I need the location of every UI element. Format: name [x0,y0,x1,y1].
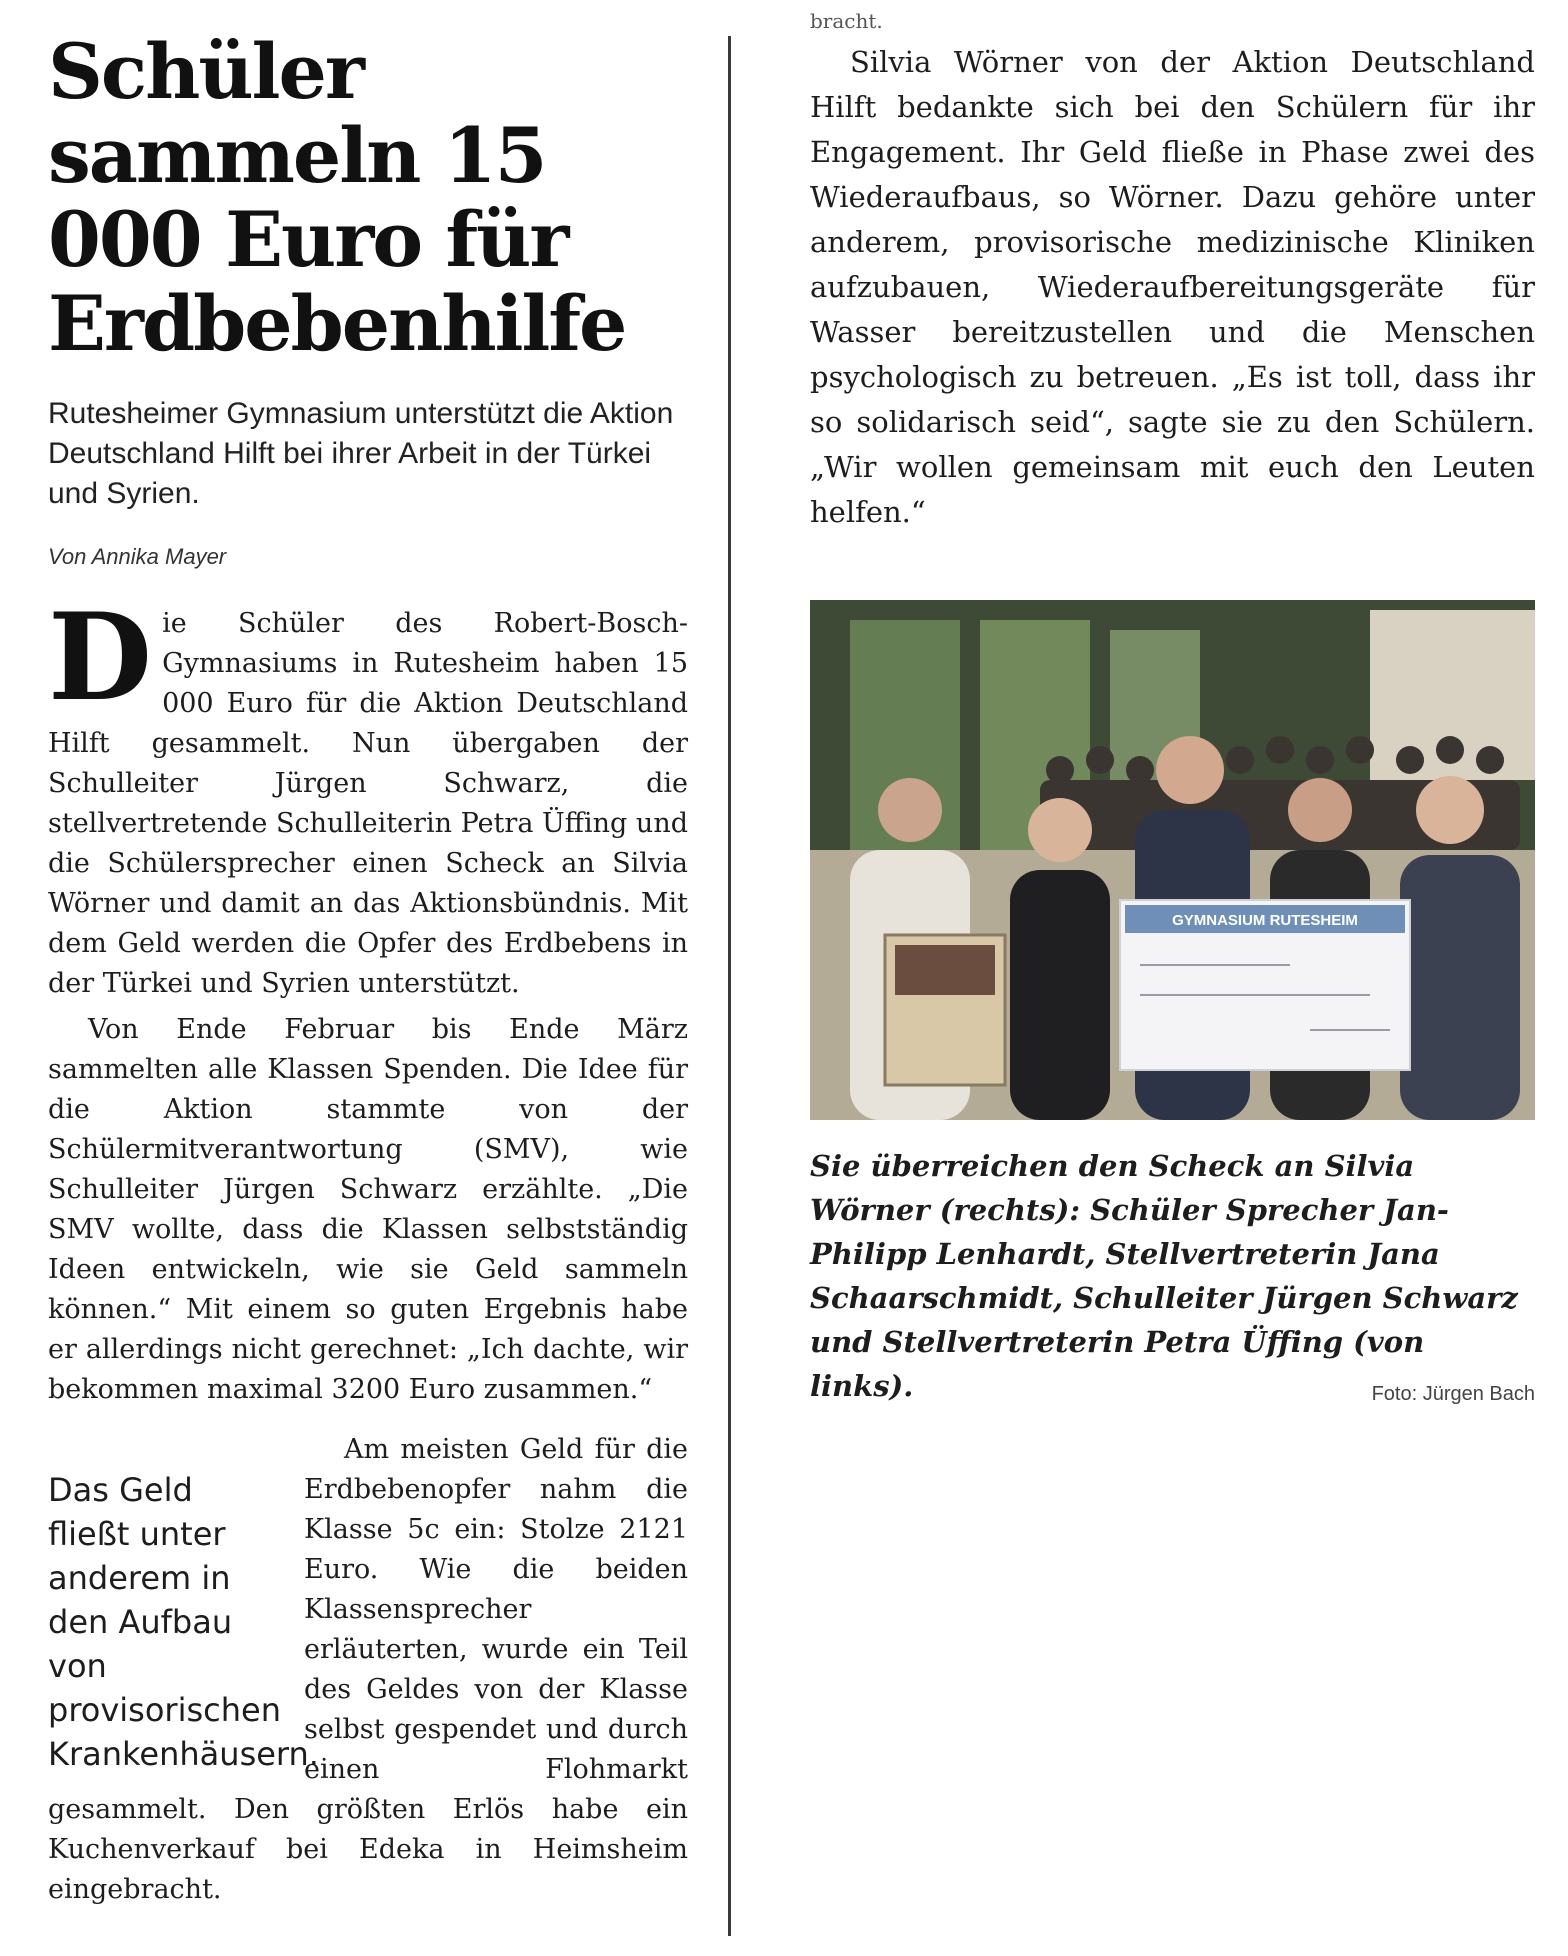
paragraph-1-text: ie Schüler des Robert-Bosch-Gymnasiums in Rutesheim haben 15 000 Euro für die Aktion Deutschland Hilft gesammelt. Nun übergaben der Schulleiter Jürgen Schwarz, die stellvertretende Schulleiterin Petra Üffing und die Schülersprecher einen Scheck an Silvia Wörner und damit an das Aktionsbündnis. Mit dem Geld werden die Opfer des Erdbebens in der Türkei und Syrien unterstützt. [48,608,688,999]
paragraph-3: Am meisten Geld für die Erdbebenopfer nahm die Klasse 5c ein: Stolze 2121 Euro. Wie die beiden Klassensprecher erläuterten, wurde ein Teil des Geldes von der Klasse selbst gespendet und durch einen Flohmarkt gesammelt. Den größten Erlös habe ein Kuchenverkauf bei Edeka in Heimsheim eingebracht. [48,1434,688,1905]
photo-credit: Foto: Jürgen Bach [1371,1383,1535,1405]
photo-illustration [810,600,1535,1120]
paragraph-4: Silvia Wörner von der Aktion Deutschland Hilft bedankte sich bei den Schülern für ihr Engagement. Ihr Geld fließe in Phase zwei des Wiederaufbaus, so Wörner. Dazu gehöre unter anderem, provisorische medizinische Kliniken aufzubauen, Wiederaufbereitungsgeräte für Wasser bereitzustellen und die Menschen psychologisch zu betreuen. „Es ist toll, dass ihr so solidarisch seid“, sagte sie zu den Schülern. „Wir wollen gemeinsam mit euch den Leuten helfen.“ [810,45,1535,529]
headline: Schüler sammeln 15 000 Euro für Erdbebenhilfe [48,27,626,368]
paragraph-2 [48,1010,688,1410]
left-column [48,27,688,1910]
paragraph-3-tail: bracht. [810,9,883,33]
subhead: Rutesheimer Gymnasium unterstützt die Aktion Deutschland Hilft bei ihrer Arbeit in der Türkei und Syrien. [48,397,674,510]
right-column [810,10,1535,535]
photo-caption-text: Sie überreichen den Scheck an Silvia Wörner (rechts): Schüler Sprecher Jan-Philipp Lenhardt, Stellvertreterin Jana Schaarschmidt, Schulleiter Jürgen Schwarz und Stellvertreterin Petra Üffing (von links). [810,1149,1518,1403]
paragraph-2-text: Von Ende Februar bis Ende März sammelten alle Klassen Spenden. Die Idee für die Aktion stammte von der Schülermitverantwortung (SMV), wie Schulleiter Jürgen Schwarz erzählte. „Die SMV wollte, dass die Klassen selbstständig Ideen entwickeln, wie sie Geld sammeln können.“ Mit einem so guten Ergebnis habe er allerdings nicht gerechnet: „Ich dachte, wir bekommen maximal 3200 Euro zusammen.“ [48,1014,688,1405]
pullquote: Das Geld fließt unter anderem in den Aufbau von provisorischen Krankenhäusern. [48,1471,319,1773]
column-rule [728,36,731,1936]
photo-caption [810,1144,1535,1416]
check-header: GYMNASIUM RUTESHEIM [1172,912,1358,929]
paragraph-1 [48,587,688,1004]
article-body-start [48,587,688,1910]
pullquote-block [48,1420,688,1910]
byline: Von Annika Mayer [48,544,227,569]
article-photo [810,600,1535,1120]
dropcap: D [48,587,153,728]
